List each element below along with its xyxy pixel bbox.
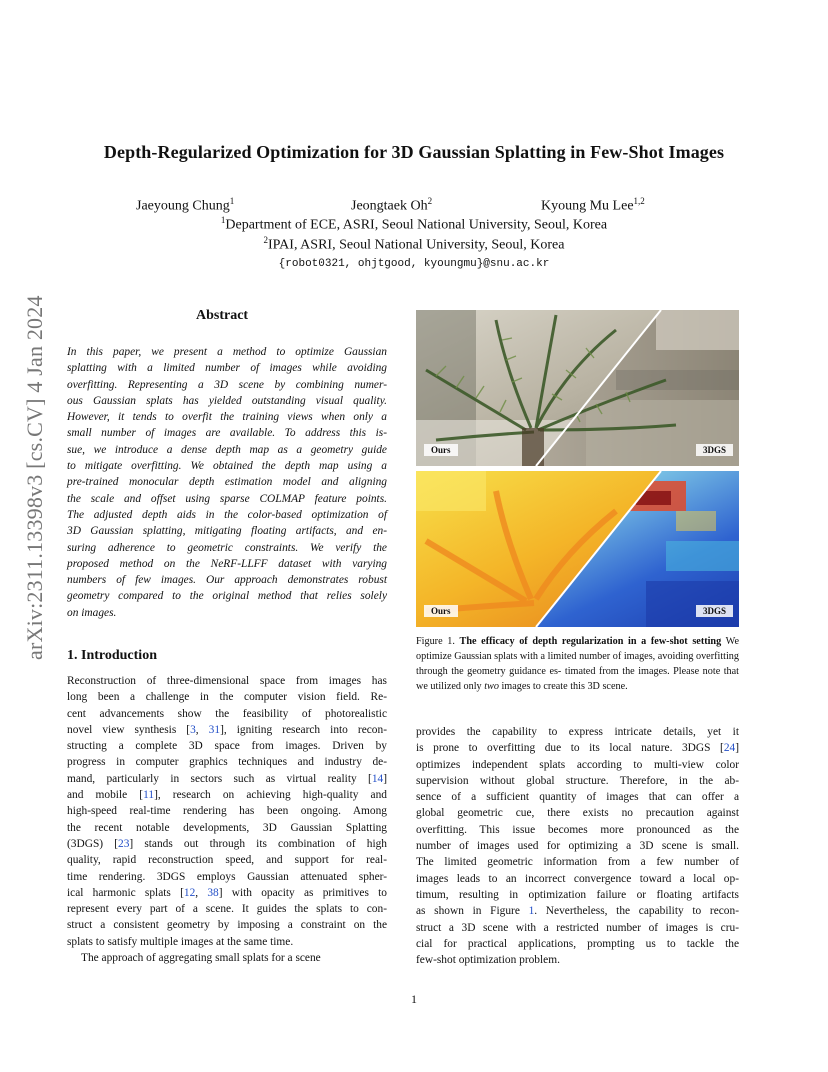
right-column-line: sence of a sufficient quantity of images that can offer a	[416, 791, 739, 804]
right-column-line: is prone to overfitting due to its local nature. 3DGS [24]	[416, 742, 739, 755]
abstract-line: ous Gaussian splats has yielded outstanding visual quality.	[67, 394, 387, 407]
citation-link[interactable]: 24	[723, 742, 736, 755]
intro-line: novel view synthesis [3, 31], igniting research into recon-	[67, 723, 387, 736]
abstract-line: proposed method on the NeRF-LLFF dataset with varying	[67, 557, 387, 570]
paper-title: Depth-Regularized Optimization for 3D Gaussian Splatting in Few-Shot Images	[103, 142, 725, 162]
author-3: Kyoung Mu Lee$^{1,2}$	[541, 196, 645, 214]
section-heading-introduction: 1. Introduction	[67, 648, 157, 663]
caption-line-3: timated from the images. Please note that we utilized only	[416, 666, 740, 692]
right-column-line: few-shot optimization problem.	[416, 954, 560, 967]
intro-line: time rendering. 3DGS employs Gaussian attenuated spher-	[67, 870, 387, 883]
abstract-body	[67, 344, 387, 621]
abstract-line: the scale and offset using sparse COLMAP feature points.	[67, 492, 387, 505]
page-number: 1	[411, 992, 417, 1006]
depth-map-image	[416, 471, 739, 627]
figure-depth-map	[416, 471, 739, 627]
right-column-line: as shown in Figure 1. Nevertheless, the capability to recon-	[416, 905, 739, 918]
right-column-line: number of images used for optimizing a 3D scene is small.	[416, 840, 739, 853]
abstract-heading: Abstract	[196, 308, 249, 323]
affiliation-1: $^1$Department of ECE, ASRI, Seoul National University, Seoul, Korea	[220, 215, 608, 233]
intro-line: progress in computer graphics techniques and industry de-	[67, 756, 387, 769]
abstract-line: numbers of few images. Our approach demonstrates robust	[67, 574, 387, 587]
right-column-body	[416, 724, 739, 968]
caption-line-4: images to create this 3D scene.	[501, 681, 628, 692]
right-column-line: provides the capability to express intricate details, yet it	[416, 726, 739, 738]
abstract-line: The adjusted depth aids in the color-based optimization of	[67, 508, 387, 521]
figure-caption	[416, 634, 739, 694]
intro-line: (3DGS) [23] stands out through its combination of high	[67, 837, 387, 850]
intro-line: mand, particularly in sectors such as virtual reality [14]	[67, 772, 387, 785]
abstract-line: sue, we introduce a dense depth map as a geometry guide	[67, 443, 387, 456]
introduction-body	[67, 673, 387, 950]
intro-line: quality, rapid reconstruction speed, and support for real-	[67, 854, 387, 867]
right-column-line: cial for practical applications, prompting us to tackle the	[416, 937, 739, 950]
caption-emphasis: two	[484, 681, 499, 692]
right-column-line: timum, resulting in optimization failure or floating artifacts	[416, 888, 739, 901]
abstract-line: suring adherence to geometric constraints. We verify the	[67, 541, 387, 554]
right-column-line: optimizes independent splats according to multi-view color	[416, 758, 739, 771]
citation-link[interactable]: 23	[118, 837, 130, 850]
rgb-render-image	[416, 310, 739, 466]
intro-line: structing a complete 3D space from images. Driven by	[67, 740, 387, 753]
citation-link[interactable]: 11	[143, 789, 155, 802]
abstract-line: on images.	[67, 606, 117, 619]
right-column-line: global geometric cue, there exists no precaution against	[416, 807, 739, 820]
abstract-line: pre-trained monocular depth estimation model and aligning	[67, 476, 387, 489]
citation-link[interactable]: 31	[208, 723, 221, 736]
intro-line: Reconstruction of three-dimensional space from images has	[67, 675, 387, 687]
intro-line: high-speed real-time rendering has been ongoing. Among	[67, 805, 387, 818]
intro-line: the recent notable developments, 3D Gaussian Splatting	[67, 821, 387, 834]
intro-line: cent advancements show the feasibility of photorealistic	[67, 707, 387, 720]
tag-3dgs-top: 3DGS	[696, 444, 733, 456]
caption-title: The efficacy of depth regularization in a few-shot setting	[459, 636, 722, 647]
abstract-line: 3D Gaussian splatting, mitigating floating artifacts, and en-	[67, 525, 387, 538]
intro-line: struct a consistent geometry by imposing a constraint on the	[67, 919, 387, 932]
intro-line: ical harmonic splats [12, 38] with opacity as primitives to	[67, 886, 387, 899]
affiliation-2: $^2$IPAI, ASRI, Seoul National University, Seoul, Korea	[263, 235, 565, 253]
tag-ours-top: Ours	[424, 444, 458, 456]
citation-link[interactable]: 12	[183, 886, 196, 899]
tag-ours-bottom: Ours	[424, 605, 458, 617]
arxiv-identifier: arXiv:2311.13398v3 [cs.CV] 4 Jan 2024	[22, 295, 47, 660]
abstract-line: In this paper, we present a method to optimize Gaussian	[67, 346, 387, 358]
tag-3dgs-bottom: 3DGS	[696, 605, 733, 617]
author-emails: {robot0321, ohjtgood, kyoungmu}@snu.ac.kr	[278, 258, 550, 270]
abstract-line: geometry compared to the original method that relies solely	[67, 590, 387, 603]
intro-line: splats to satisfy multiple images at the same time.	[67, 935, 294, 948]
citation-link[interactable]: 1	[528, 905, 535, 918]
abstract-line: However, it tends to overfit the training views when only a	[67, 411, 387, 424]
caption-line-2: images, avoiding overfitting through the geometry guidance es-	[416, 651, 739, 677]
intro-line: and mobile [11], research on achieving high-quality and	[67, 789, 387, 802]
figure-rgb-render	[416, 310, 739, 466]
author-2: Jeongtaek Oh$^2$	[351, 196, 433, 214]
right-column-line: supervision without global structure. Therefore, in the ab-	[416, 774, 739, 787]
intro-line: represent every part of a scene. It guides the splats to con-	[67, 903, 387, 916]
citation-link[interactable]: 3	[190, 723, 196, 736]
citation-link[interactable]: 38	[207, 886, 219, 899]
abstract-line: splatting with a limited number of images while avoiding	[67, 362, 387, 375]
citation-link[interactable]: 14	[371, 772, 384, 785]
right-column-line: overfitting. This issue becomes more pronounced as the	[416, 823, 739, 836]
right-column-line: images leads to an incorrect convergence toward a local op-	[416, 872, 739, 885]
author-1: Jaeyoung Chung$^1$	[136, 196, 235, 214]
right-column-line: The limited geometric information from a few number of	[416, 856, 739, 869]
abstract-line: small number of images are available. To address this is-	[67, 427, 387, 440]
intro-line: long been a challenge in the computer vision field. Re-	[67, 691, 387, 704]
right-column-line: struct a 3D scene with a restricted number of images is cru-	[416, 921, 739, 934]
abstract-line: to mitigate overfitting. We obtained the depth map using a	[67, 460, 387, 473]
caption-label: Figure 1.	[416, 636, 455, 647]
introduction-paragraph-2: The approach of aggregating small splats for a scene	[81, 952, 321, 964]
caption-line-1: We optimize Gaussian splats with a limited number of	[416, 636, 739, 662]
abstract-line: overfitting. Representing a 3D scene by combining numer-	[67, 378, 387, 391]
